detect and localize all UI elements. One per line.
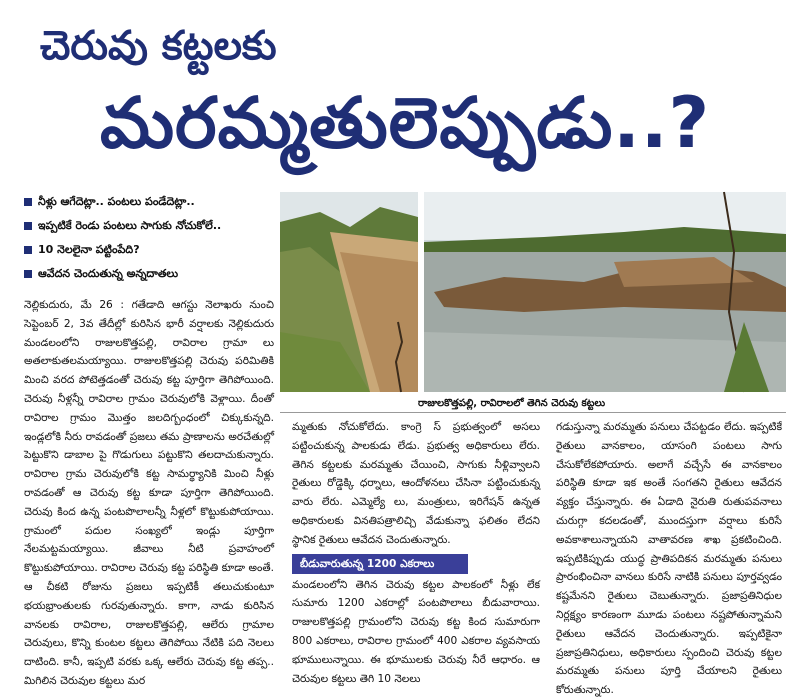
article-column-3: [556, 418, 782, 697]
column-1-text: నెల్లికుదురు, మే 26 : గతేడాది ఆగస్టు నెలాఖరు నుంచి సెప్టెంబర్ 2, 3వ తేదీల్లో కురిసిన భారీ వర్షాలకు నెల్లికుదురు మండలంలోని రాజులకొత్తపల్లి, రావిరాల గ్రామా లు అతలాకుతలమయ్యాయి. రాజులకొత్తపల్లి చెరువు పరిమితికి మించి వరద పోటెత్తడంతో చెరువు కట్ట పూర్తిగా తెగిపోయింది. చెరువు నీళ్లన్నీ రావిరాల గ్రామం చెరువులోకి వెళ్లాయి. దీంతో రావిరాల గ్రామం మొత్తం జలదిగ్బంధంలో చిక్కుకున్నది. ఇండ్లలోకి నీరు రావడంతో ప్రజలు తమ ప్రాణాలను అరచేతుల్లో పెట్టుకొని డాబాల పై గొడుగులు పట్టుకొని తలదాచుకున్నారు. రావిరాల గ్రామ చెరువులోకి కట్ట సామర్థ్యానికి మించి నీళ్లు రావడంతో ఆ చెరువు కట్ట కూడా పూర్తిగా తెగిపోయింది. చెరువు కింద ఉన్న పంటపొలాలన్నీ నీళ్లలో కొట్టుకుపోయాయి. గ్రామంలో పదుల సంఖ్యలో ఇండ్లు పూర్తిగా నేలమట్టమయ్యాయి. జీవాలు నీటి ప్రవాహంలో కొట్టుకుపోయాయి. రావిరాల చెరువు కట్ట పరిస్థితి కూడా అంతే. ఆ చీకటి రోజును ప్రజలు ఇప్పటికీ తలుచుకుంటూ భయభ్రాంతులకు గురవుతున్నారు. కాగా, నాడు కురిసిన వానలకు రావిరాల, రాజులకొత్తపల్లి, ఆలేరు గ్రామాల చెరువులు, కొన్ని కుంటల కట్టలు తెగిపోయి నేటికి పది నెలలు దాటింది. కానీ, ఇప్పటి వరకు ఒక్క ఆలేరు చెరువు కట్ట తప్ప.. మిగిలిన చెరువుల కట్టలు మర: [24, 299, 274, 687]
bullet-2: ఇప్పటికే రెండు పంటలు సాగుకు నోచుకోలే..: [24, 214, 274, 238]
highlight-bullets: [24, 190, 274, 286]
column-3-text: గడుస్తున్నా మరమ్మతు పనులు చేపట్టడం లేదు. ఇప్పటికే రైతులు వానకాలం, యాసంగి పంటలు సాగు చేసుకోలేకపోయారు. అలాగే వచ్చేసే ఈ వానకాలం పరిస్థితి కూడా ఇక అంతే సంగతని రైతులు ఆవేదన వ్యక్తం చేస్తున్నారు. ఈ ఏడాది నైరుతి రుతుపవనాలు చురుగ్గా కదలడంతో, ముందస్తుగా వర్షాలు కురిసే అవకాశాలున్నాయని వాతావరణ శాఖ ప్రకటించింది. ఇప్పటికిప్పుడు యుద్ధ ప్రాతిపదికన మరమ్మతు పనులు ప్రారంభించినా వానలు కురిసే నాటికి పనులు పూర్తవ్వడం కష్టమేనని రైతులు చెబుతున్నారు. ప్రజాప్రతినిధుల నిర్లక్ష్యం కారణంగా మూడు పంటలు నష్టపోతున్నామని రైతులు ఆవేదన చెందుతున్నారు. ఇప్పటికైనా ప్రజాప్రతినిధులు, అధికారులు స్పందించి చెరువు కట్టల మరమ్మతు పనులు పూర్తి చేయాలని రైతులు కోరుతున్నారు.: [556, 421, 782, 697]
bullet-3: 10 నెలలైనా పట్టింపేది?: [24, 238, 274, 262]
column-2-text-bottom: మండలంలోని తెగిన చెరువు కట్టల పాలకంలో నీళ్లు లేక సుమారు 1200 ఎకరాల్లో పంటపొలాలు బీడువారాయి. రాజులకొత్తపల్లి గ్రామంలోని చెరువు కట్ట కింద సుమారుగా 800 ఎకరాలు, రావిరాల గ్రామంలో 400 ఎకరాల వ్యవసాయ భూములున్నాయి. ఈ భూములకు చెరువు నీరే ఆధారం. ఆ చెరువుల కట్టలు తెగి 10 నెలలు: [292, 578, 540, 685]
section-subhead: బీడువారుతున్న 1200 ఎకరాలు: [292, 554, 468, 574]
article-kicker: చెరువు కట్టలకు: [40, 23, 277, 69]
article-headline: మరమ్మతులెప్పుడు..?: [100, 82, 711, 164]
bullet-1: నీళ్లు ఆగేదెట్లా.. పంటలు పండేదెట్లా..: [24, 190, 274, 214]
column-2-text-top: మ్మతుకు నోచుకోలేదు. కాంగ్రె స్ ప్రభుత్వంలో అసలు పట్టించుకున్న పాలకుడు లేడు. ప్రభుత్వ అధికారులు లేరు. తెగిన కట్టలకు మరమ్మతు చేయించి, సాగుకు నీళ్లివ్వాలని రైతులు రోడ్డెక్కి ధర్నాలు, ఆందోళనలు చేసినా పట్టించుకున్న వారు లేరు. ఎమ్మెల్యే లు, మంత్రులు, ఇరిగేషన్ ఉన్నత అధికారులకు వినతిపత్రాలిచ్చి వేడుకున్నా ఫలితం లేదని స్థానిక రైతులు ఆవేదన చెందుతున్నారు.: [292, 421, 540, 546]
photo-breached-bund-right: [424, 192, 786, 392]
photo-caption: రాజులకొత్తపల్లి, రావిరాలలో తెగిన చెరువు కట్టలు: [418, 398, 606, 409]
photo-breached-bund-left: [280, 192, 418, 392]
article-column-2: [292, 418, 540, 688]
divider: [280, 412, 786, 413]
article-column-1: [24, 296, 274, 691]
bullet-4: ఆవేదన చెందుతున్న అన్నదాతలు: [24, 262, 274, 286]
